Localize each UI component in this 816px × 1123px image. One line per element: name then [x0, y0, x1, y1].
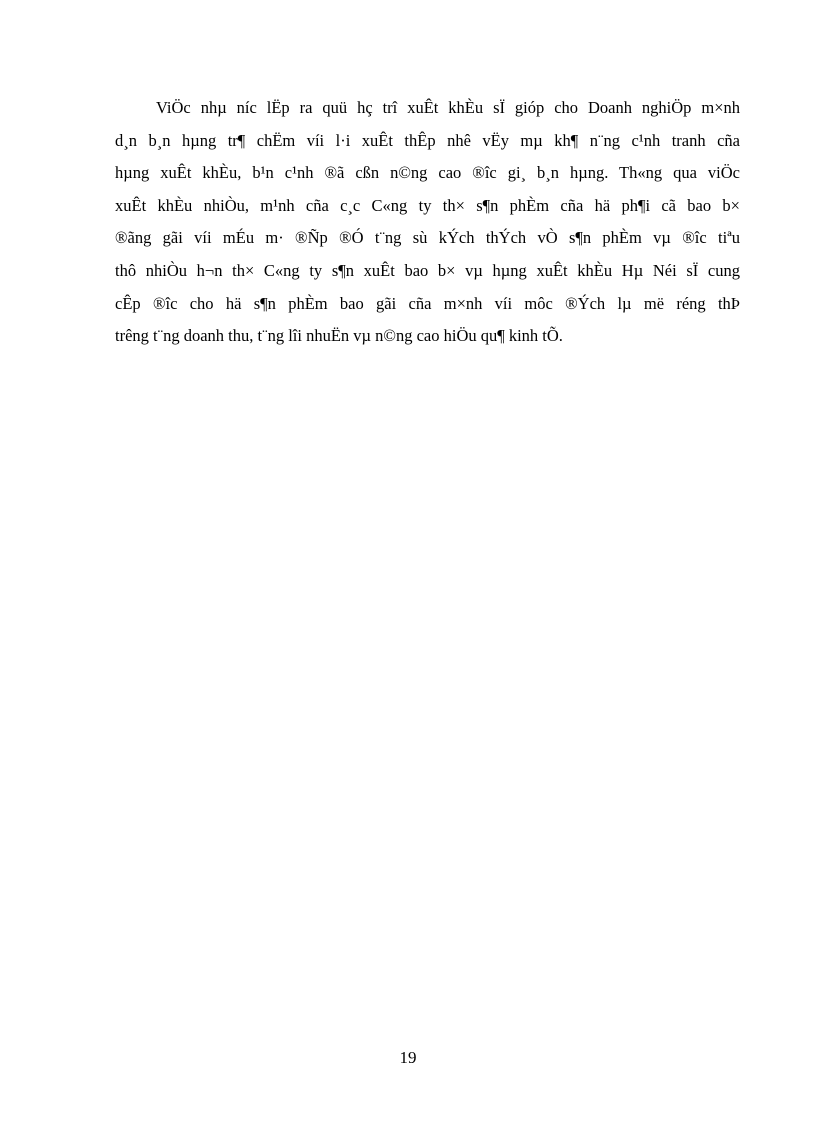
paragraph-line: thô nhiÒu h¬n th× C«ng ty s¶n xuÊt bao b× vµ hµng xuÊt khÈu Hµ Néi sÏ cung: [115, 260, 740, 280]
paragraph-line: ®ãng gãi víi mÉu m· ®Ñp ®Ó t¨ng sù kÝch thÝch vÒ s¶n phÈm vµ ®îc tiªu: [115, 228, 740, 248]
paragraph-line: ViÖc nhµ níc lËp ra quü hç trî xuÊt khÈu sÏ gióp cho Doanh nghiÖp m×nh: [156, 98, 740, 117]
paragraph-line: xuÊt khÈu nhiÒu, m¹nh cña c¸c C«ng ty th× s¶n phÈm cña hä ph¶i cã bao b×: [115, 195, 740, 215]
paragraph-line: cÊp ®îc cho hä s¶n phÈm bao gãi cña m×nh víi môc ®Ých lµ më réng thÞ: [115, 293, 740, 313]
paragraph-line: trêng t¨ng doanh thu, t¨ng lîi nhuËn vµ n©ng cao hiÖu qu¶ kinh tÕ.: [115, 326, 563, 346]
page-number: 19: [399, 1048, 417, 1067]
paragraph-line: d¸n b¸n hµng tr¶ chËm víi l·i xuÊt thÊp nhê vËy mµ kh¶ n¨ng c¹nh tranh cña: [115, 130, 740, 150]
body-paragraph: [115, 92, 740, 353]
paragraph-line: hµng xuÊt khÈu, b¹n c¹nh ®ã cßn n©ng cao ®îc gi¸ b¸n hµng. Th«ng qua viÖc: [115, 163, 740, 183]
